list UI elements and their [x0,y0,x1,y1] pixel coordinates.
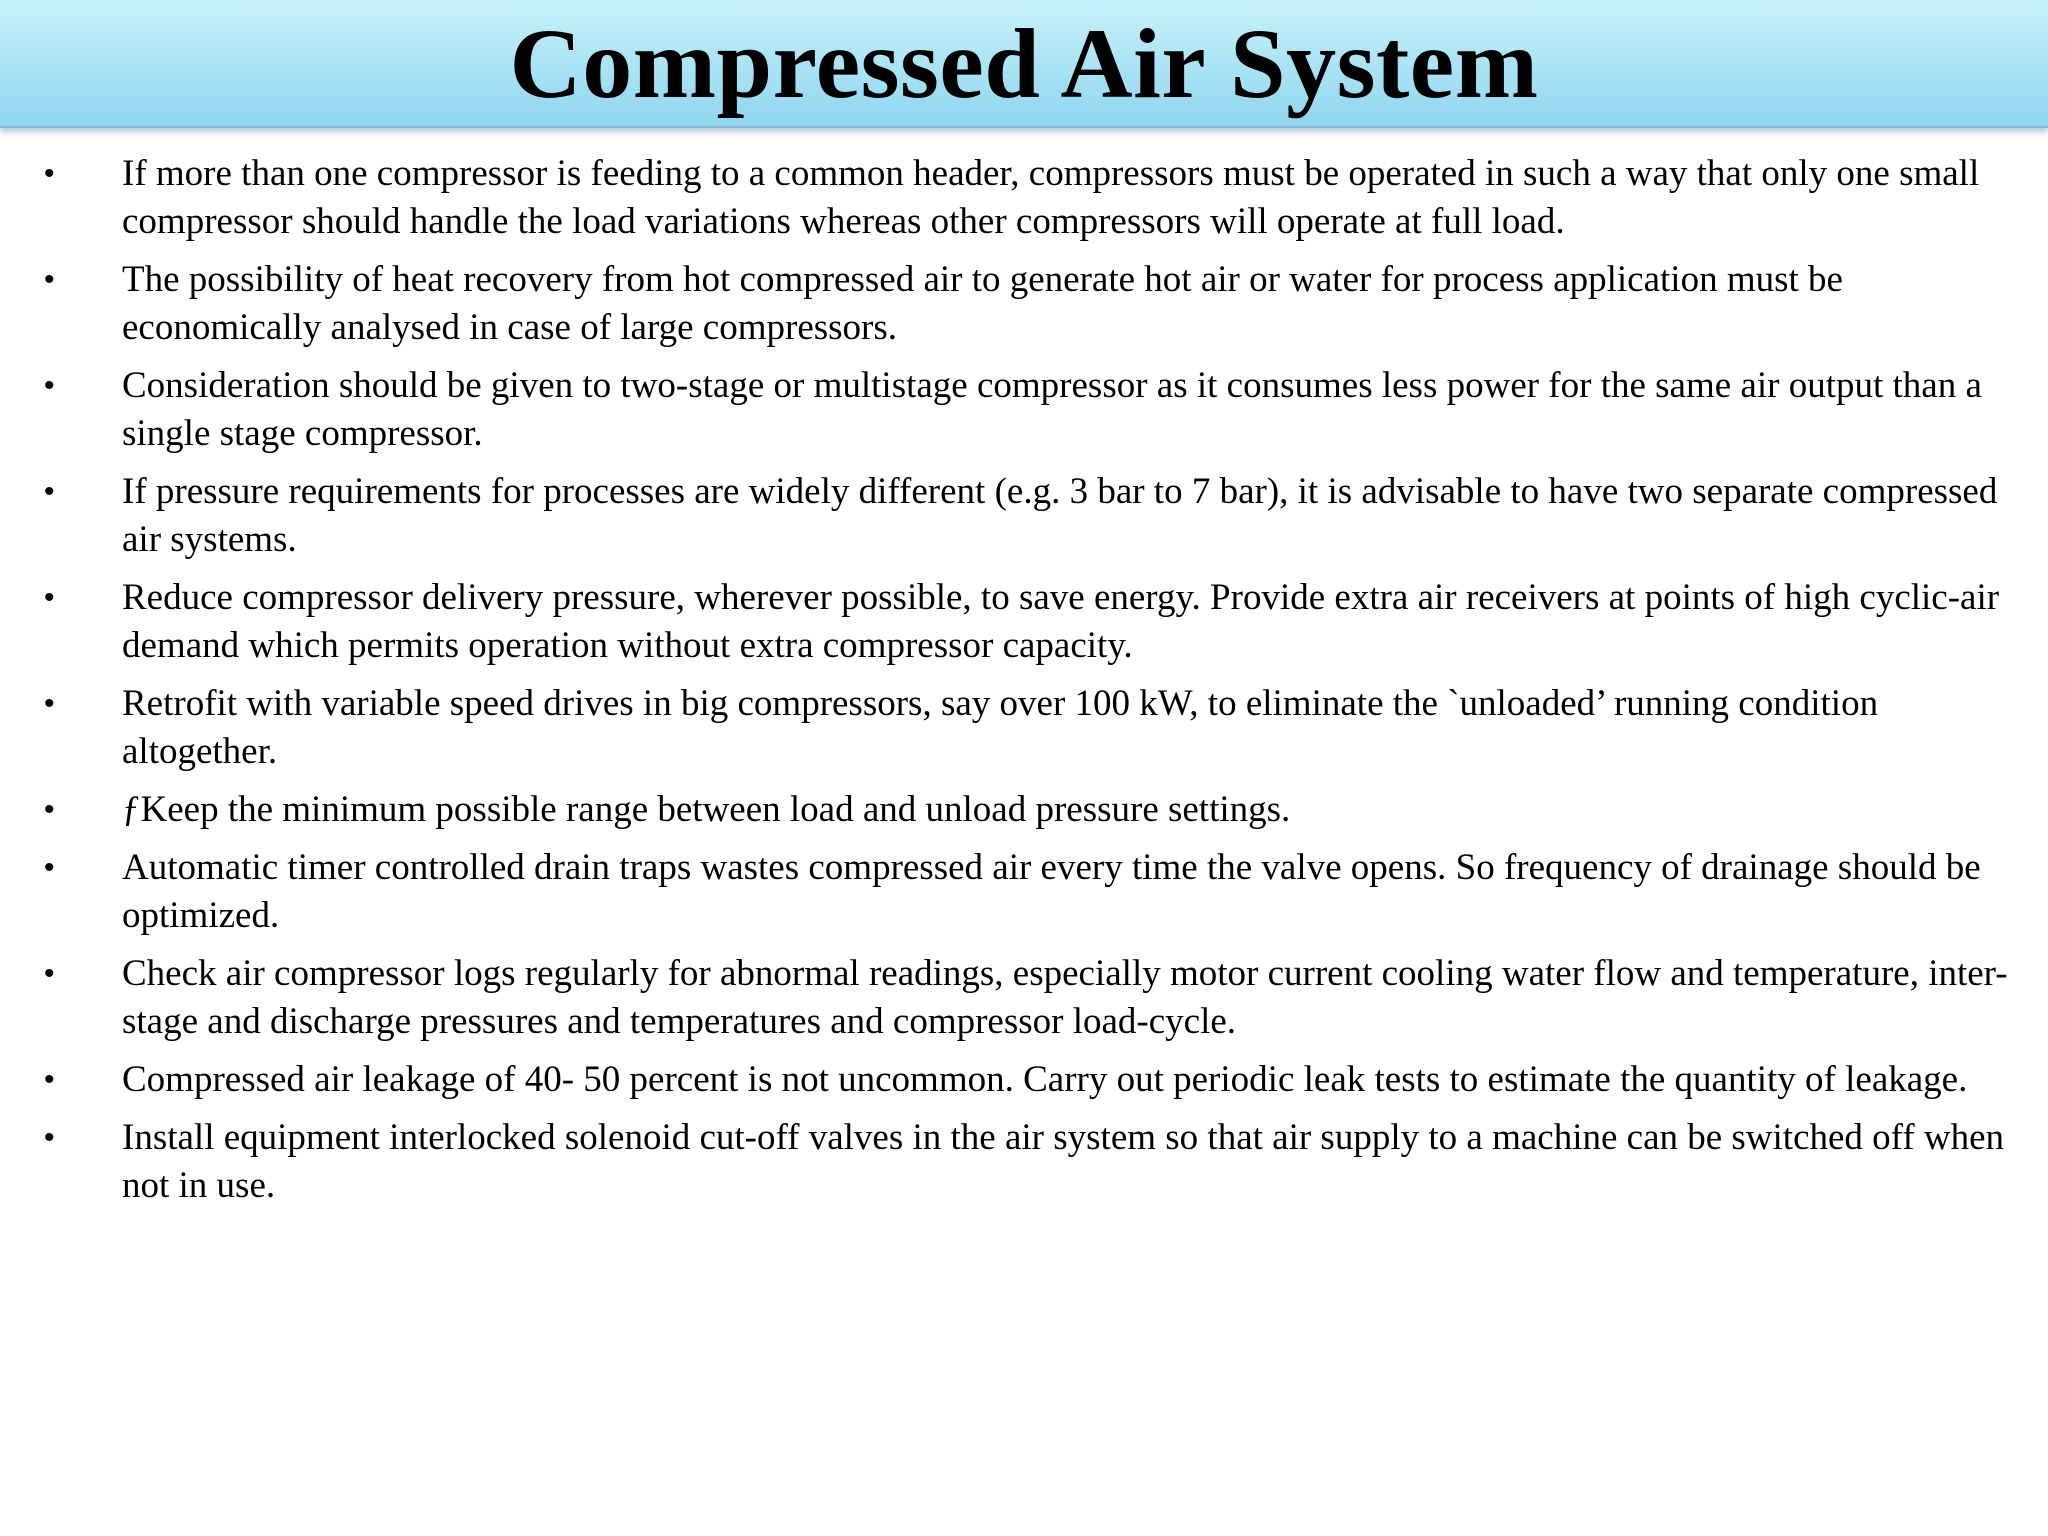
bullet-text: Retrofit with variable speed drives in big compressors, say over 100 kW, to eliminate the `unloaded’ running condition altogether. [122,683,1879,772]
bullet-item [0,1114,2048,1210]
bullet-item [0,256,2048,352]
bullet-text: Install equipment interlocked solenoid cut-off valves in the air system so that air supply to a machine can be switched off when not in use. [122,1117,2005,1206]
bullet-item [0,1056,2048,1104]
bullet-text: If pressure requirements for processes are widely different (e.g. 3 bar to 7 bar), it is advisable to have two separate compressed air systems. [122,471,1998,560]
bullet-item [0,844,2048,940]
bullet-list [0,150,2048,1220]
slide-title: Compressed Air System [509,8,1539,119]
bullet-icon: • [44,263,55,296]
bullet-text: If more than one compressor is feeding to a common header, compressors must be operated in such a way that only one small compressor should handle the load variations whereas other compressors will operate at full load. [122,153,1980,242]
bullet-text: Check air compressor logs regularly for abnormal readings, especially motor current cooling water flow and temperature, inter-stage and discharge pressures and temperatures and compressor load-cycle. [122,953,2008,1042]
bullet-item [0,786,2048,834]
bullet-item [0,950,2048,1046]
bullet-icon: • [44,851,55,884]
bullet-icon: • [44,369,55,402]
bullet-icon: • [44,957,55,990]
bullet-icon: • [44,687,55,720]
bullet-icon: • [44,1063,55,1096]
title-bar [0,0,2048,128]
bullet-item [0,150,2048,246]
bullet-text: Automatic timer controlled drain traps wastes compressed air every time the valve opens. So frequency of drainage should be optimized. [122,847,1981,936]
bullet-text: Reduce compressor delivery pressure, wherever possible, to save energy. Provide extra air receivers at points of high cyclic-air demand which permits operation without extra compressor capacity. [122,577,2000,666]
bullet-icon: • [44,581,55,614]
bullet-icon: • [44,157,55,190]
bullet-item [0,468,2048,564]
bullet-text: Consideration should be given to two-stage or multistage compressor as it consumes less power for the same air output than a single stage compressor. [122,365,1982,454]
bullet-icon: • [44,793,55,826]
bullet-icon: • [44,1121,55,1154]
bullet-item [0,574,2048,670]
bullet-icon: • [44,475,55,508]
bullet-text: ƒKeep the minimum possible range between load and unload pressure settings. [122,789,1291,830]
bullet-item [0,680,2048,776]
bullet-text: The possibility of heat recovery from hot compressed air to generate hot air or water for process application must be economically analysed in case of large compressors. [122,259,1843,348]
bullet-text: Compressed air leakage of 40- 50 percent is not uncommon. Carry out periodic leak tests to estimate the quantity of leakage. [122,1059,1968,1100]
bullet-item [0,362,2048,458]
